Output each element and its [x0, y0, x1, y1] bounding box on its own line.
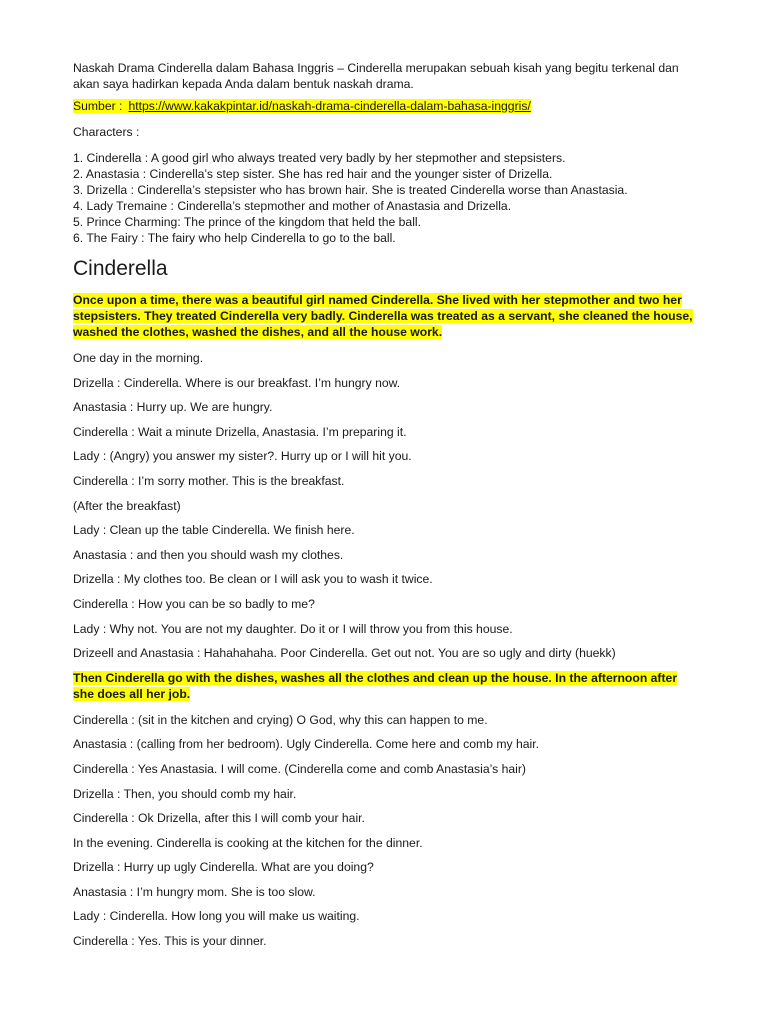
dialogue-line: Anastasia : Hurry up. We are hungry.	[73, 400, 273, 415]
dialogue-line: Drizella : My clothes too. Be clean or I will ask you to wash it twice.	[73, 572, 433, 587]
source-link[interactable]: https://www.kakakpintar.id/naskah-drama-cinderella-dalam-bahasa-inggris/	[128, 99, 531, 113]
story-heading: Cinderella	[73, 257, 168, 280]
character-item: 4. Lady Tremaine : Cinderella’s stepmother and mother of Anastasia and Drizella.	[73, 199, 512, 213]
source-label: Sumber :	[73, 99, 123, 113]
dialogue-line: Drizella : Then, you should comb my hair.	[73, 786, 297, 801]
dialogue-line: Cinderella : Yes Anastasia. I will come. (Cinderella come and comb Anastasia’s hair)	[73, 761, 526, 776]
dialogue-line: Cinderella : (sit in the kitchen and crying) O God, why this can happen to me.	[73, 712, 488, 727]
dialogue-line: Cinderella : I’m sorry mother. This is the breakfast.	[73, 473, 345, 488]
narration-highlight: Then Cinderella go with the dishes, washes all the clothes and clean up the house. In the afternoon after she does all her job.	[73, 670, 678, 701]
dialogue-line: Lady : Why not. You are not my daughter. Do it or I will throw you from this house.	[73, 621, 513, 636]
characters-list	[73, 150, 698, 246]
dialogue-line: (After the breakfast)	[73, 498, 181, 513]
dialogue-line: Drizeell and Anastasia : Hahahahaha. Poor Cinderella. Get out not. You are so ugly and dirty (huekk)	[73, 646, 616, 661]
narration-highlight: Once upon a time, there was a beautiful girl named Cinderella. She lived with her stepmother and two her stepsisters. They treated Cinderella very badly. Cinderella was treated as a servant, she cleaned the house, washed the clothes, washed the dishes, and all the house work.	[73, 293, 693, 339]
narration-paragraph	[73, 670, 698, 702]
source-line	[73, 98, 698, 114]
dialogue-line: Anastasia : (calling from her bedroom). Ugly Cinderella. Come here and comb my hair.	[73, 737, 540, 752]
dialogue-line: Cinderella : How you can be so badly to me?	[73, 596, 315, 611]
dialogue-line: Cinderella : Wait a minute Drizella, Anastasia. I’m preparing it.	[73, 424, 407, 439]
intro-paragraph: Naskah Drama Cinderella dalam Bahasa Inggris – Cinderella merupakan sebuah kisah yang begitu terkenal dan akan saya hadirkan kepada Anda dalam bentuk naskah drama.	[73, 61, 679, 91]
character-item: 2. Anastasia : Cinderella’s step sister. She has red hair and the younger sister of Drizella.	[73, 167, 553, 181]
dialogue-line: Anastasia : I’m hungry mom. She is too slow.	[73, 884, 316, 899]
dialogue-line: Cinderella : Ok Drizella, after this I will comb your hair.	[73, 811, 365, 826]
document-page	[73, 60, 698, 958]
character-item: 1. Cinderella : A good girl who always treated very badly by her stepmother and stepsisters.	[73, 151, 566, 165]
dialogue-line: Cinderella : Yes. This is your dinner.	[73, 934, 267, 949]
dialogue-line: In the evening. Cinderella is cooking at the kitchen for the dinner.	[73, 835, 423, 850]
source-highlight	[73, 99, 531, 113]
dialogue-line: One day in the morning.	[73, 351, 204, 365]
dialogue-line: Drizella : Hurry up ugly Cinderella. What are you doing?	[73, 860, 374, 875]
character-item: 6. The Fairy : The fairy who help Cinderella to go to the ball.	[73, 231, 396, 245]
dialogue-line: Lady : Clean up the table Cinderella. We finish here.	[73, 523, 355, 538]
dialogue-line: Drizella : Cinderella. Where is our breakfast. I’m hungry now.	[73, 375, 401, 390]
narration-paragraph	[73, 292, 698, 340]
dialogue-line: Lady : Cinderella. How long you will make us waiting.	[73, 909, 360, 924]
dialogue-line: Anastasia : and then you should wash my clothes.	[73, 547, 344, 562]
character-item: 5. Prince Charming: The prince of the kingdom that held the ball.	[73, 215, 421, 229]
dialogue-line: Lady : (Angry) you answer my sister?. Hurry up or I will hit you.	[73, 449, 412, 464]
characters-title: Characters :	[73, 125, 140, 139]
character-item: 3. Drizella : Cinderella’s stepsister who has brown hair. She is treated Cinderella worse than Anastasia.	[73, 183, 628, 197]
